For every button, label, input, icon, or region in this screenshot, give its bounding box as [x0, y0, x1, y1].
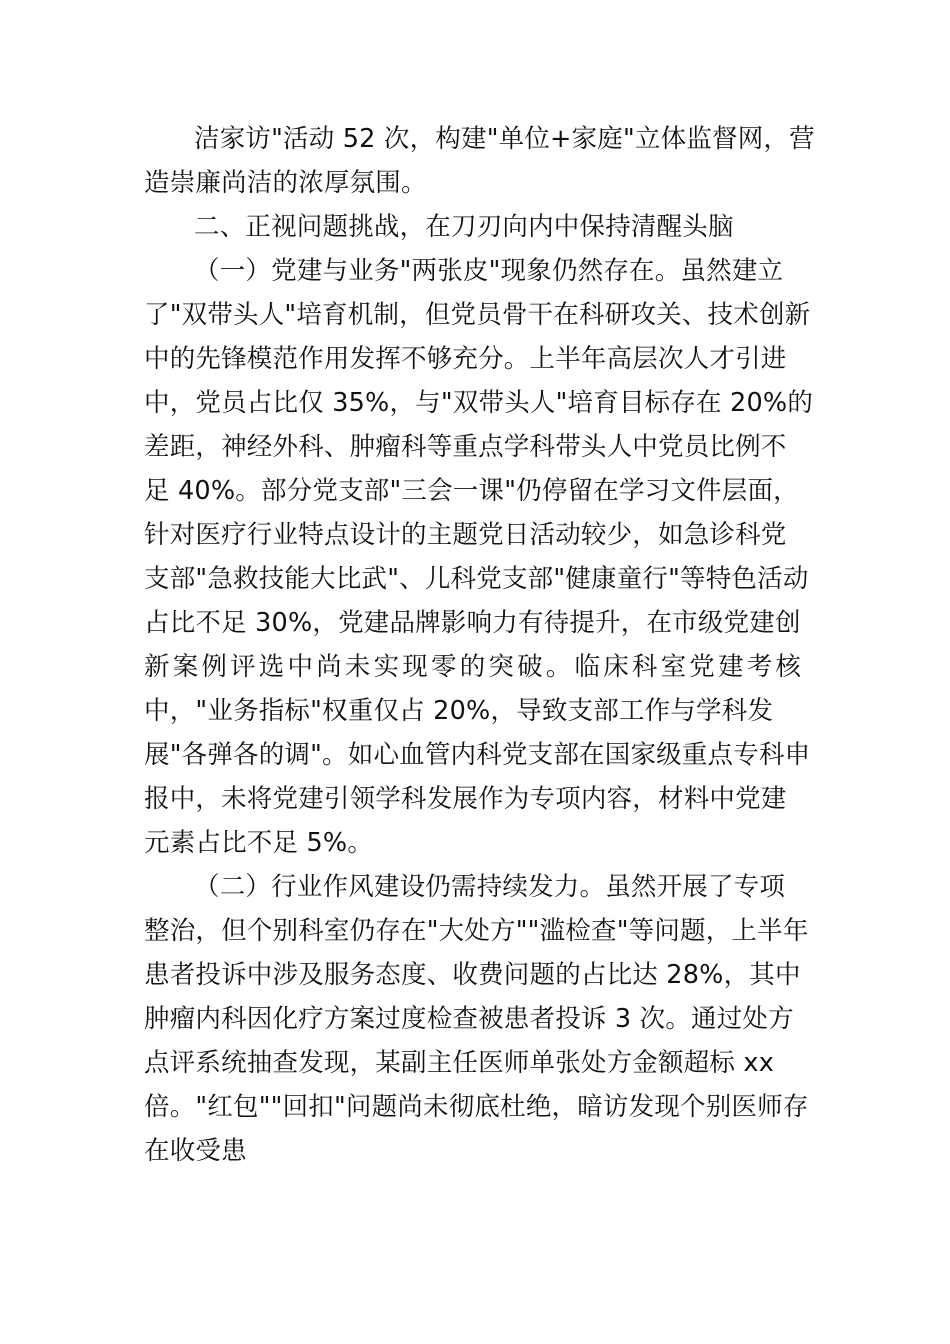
body-text-line: 差距，神经外科、肿瘤科等重点学科带头人中党员比例不: [144, 432, 787, 462]
body-text-line: 占比不足 30%，党建品牌影响力有待提升，在市级党建创: [144, 608, 801, 638]
body-text-line: 报中，未将党建引领学科发展作为专项内容，材料中党建: [144, 784, 787, 814]
body-text-line: 元素占比不足 5%。: [144, 828, 374, 858]
body-text-line: 针对医疗行业特点设计的主题党日活动较少，如急诊科党: [144, 520, 787, 550]
body-text-line: 中，党员占比仅 35%，与"双带头人"培育目标存在 20%的: [144, 388, 814, 418]
body-text-line: 展"各弹各的调"。如心血管内科党支部在国家级重点专科申: [144, 740, 811, 770]
body-text-line: 倍。"红包""回扣"问题尚未彻底杜绝，暗访发现个别医师存: [144, 1092, 809, 1122]
body-text-line: 了"双带头人"培育机制，但党员骨干在科研攻关、技术创新: [144, 300, 811, 330]
body-text-line: 肿瘤内科因化疗方案过度检查被患者投诉 3 次。通过处方: [144, 1004, 794, 1034]
body-text-line: 新案例评选中尚未实现零的突破。临床科室党建考核: [144, 652, 805, 682]
subsection-heading: （一）党建与业务"两张皮"现象仍然存在。虽然建立: [194, 256, 784, 286]
body-text-line: 造崇廉尚洁的浓厚氛围。: [144, 168, 427, 198]
body-text-line: 整治，但个别科室仍存在"大处方""滥检查"等问题，上半年: [144, 916, 809, 946]
body-text-line: 洁家访"活动 52 次，构建"单位+家庭"立体监督网，营: [194, 124, 815, 154]
body-text-line: 足 40%。部分党支部"三会一课"仍停留在学习文件层面，: [144, 476, 799, 506]
section-heading: 二、正视问题挑战，在刀刃向内中保持清醒头脑: [194, 212, 734, 242]
subsection-heading: （二）行业作风建设仍需持续发力。虽然开展了专项: [194, 872, 786, 902]
body-text-line: 支部"急救技能大比武"、儿科党支部"健康童行"等特色活动: [144, 564, 809, 594]
body-text-line: 患者投诉中涉及服务态度、收费问题的占比达 28%，其中: [144, 960, 801, 990]
body-text-line: 中的先锋模范作用发挥不够充分。上半年高层次人才引进: [144, 344, 787, 374]
body-text-line: 在收受患: [144, 1136, 247, 1166]
body-text-line: 中，"业务指标"权重仅占 20%，导致支部工作与学科发: [144, 696, 774, 726]
body-text-line: 点评系统抽查发现，某副主任医师单张处方金额超标 xx: [144, 1048, 774, 1078]
